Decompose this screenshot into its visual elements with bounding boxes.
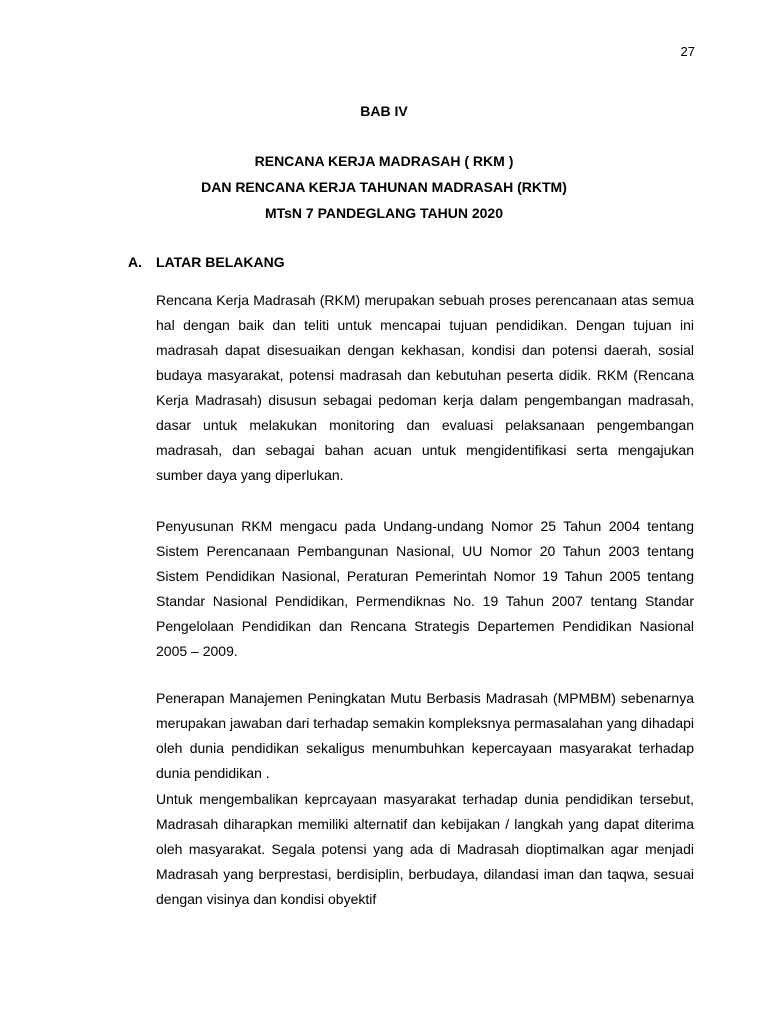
page-number: 27 (680, 44, 695, 59)
chapter-title: BAB IV (360, 103, 408, 119)
document-heading-line-3: MTsN 7 PANDEGLANG TAHUN 2020 (264, 205, 504, 221)
paragraph (156, 514, 694, 664)
paragraph-text: Penyusunan RKM mengacu pada Undang-undang Nomor 25 Tahun 2004 tentang Sistem Perencanaan Pembangunan Nasional, UU Nomor 20 Tahun 2003 tentang Sistem Pendidikan Nasional, Peraturan Pemerintah Nomor 19 Tahun 2005 tentang Standar Nasional Pendidikan, Permendiknas No. 19 Tahun 2007 tentang Standar Pengelolaan Pendidikan dan Rencana Strategis Departemen Pendidikan Nasional 2005 – 2009. (156, 518, 694, 659)
section-title: LATAR BELAKANG (156, 254, 285, 270)
document-heading-line-1: RENCANA KERJA MADRASAH ( RKM ) (254, 153, 514, 169)
paragraph (156, 686, 694, 786)
section-heading (128, 254, 285, 270)
paragraph (156, 288, 694, 488)
paragraph-text: Penerapan Manajemen Peningkatan Mutu Berbasis Madrasah (MPMBM) sebenarnya merupakan jawaban dari terhadap semakin kompleksnya permasalahan yang dihadapi oleh dunia pendidikan sekaligus menumbuhkan kepercayaan masyarakat terhadap dunia pendidikan . (156, 690, 694, 781)
section-letter: A. (128, 254, 142, 270)
paragraph (156, 787, 694, 912)
paragraph-text: Rencana Kerja Madrasah (RKM) merupakan sebuah proses perencanaan atas semua hal dengan baik dan teliti untuk mencapai tujuan pendidikan. Dengan tujuan ini madrasah dapat disesuaikan dengan kekhasan, kondisi dan potensi daerah, sosial budaya masyarakat, potensi madrasah dan kebutuhan peserta didik. RKM (Rencana Kerja Madrasah) disusun sebagai pedoman kerja dalam pengembangan madrasah, dasar untuk melakukan monitoring dan evaluasi pelaksanaan pengembangan madrasah, dan sebagai bahan acuan untuk mengidentifikasi serta mengajukan sumber daya yang diperlukan. (156, 292, 694, 483)
document-heading-line-2: DAN RENCANA KERJA TAHUNAN MADRASAH (RKTM) (201, 179, 567, 195)
paragraph-text: Untuk mengembalikan keprcayaan masyarakat terhadap dunia pendidikan tersebut, Madrasah diharapkan memiliki alternatif dan kebijakan / langkah yang dapat diterima oleh masyarakat. Segala potensi yang ada di Madrasah dioptimalkan agar menjadi Madrasah yang berprestasi, berdisiplin, berbudaya, dilandasi iman dan taqwa, sesuai dengan visinya dan kondisi obyektif (156, 791, 694, 907)
